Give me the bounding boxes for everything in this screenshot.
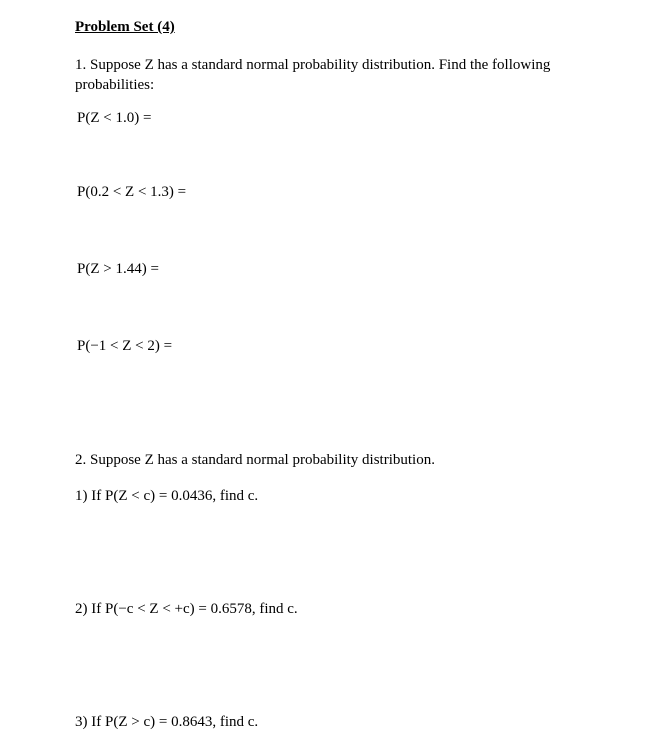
problem-set-title: Problem Set (4)	[75, 19, 175, 35]
problem-2-item-2-expression: P(−c < Z < +c) = 0.6578	[105, 601, 252, 617]
problem-1-item-4: P(−1 < Z < 2) =	[77, 338, 173, 354]
problem-2-item-1-prefix: 1) If	[75, 488, 102, 504]
problem-2-item-1	[75, 488, 258, 505]
problem-2-item-3-suffix: , find c.	[212, 714, 259, 730]
problem-1-item-2: P(0.2 < Z < 1.3) =	[77, 184, 187, 200]
problem-2-item-1-suffix: , find c.	[212, 488, 259, 504]
problem-2-item-2	[75, 601, 298, 618]
problem-1-intro-line-2: probabilities:	[75, 77, 155, 93]
problem-2-item-3-prefix: 3) If	[75, 714, 102, 730]
problem-2-item-3	[75, 714, 258, 731]
problem-2-item-1-expression: P(Z < c) = 0.0436	[105, 488, 213, 504]
problem-2-item-2-prefix: 2) If	[75, 601, 102, 617]
problem-1-intro-line-1: 1. Suppose Z has a standard normal probability distribution. Find the following	[75, 57, 551, 73]
problem-2-item-3-expression: P(Z > c) = 0.8643	[105, 714, 213, 730]
problem-1-item-3: P(Z > 1.44) =	[77, 261, 159, 277]
problem-2-intro: 2. Suppose Z has a standard normal probability distribution.	[75, 452, 435, 468]
problem-2-item-2-suffix: , find c.	[251, 601, 298, 617]
problem-1-intro	[75, 55, 651, 95]
problem-1-item-1: P(Z < 1.0) =	[77, 110, 152, 126]
